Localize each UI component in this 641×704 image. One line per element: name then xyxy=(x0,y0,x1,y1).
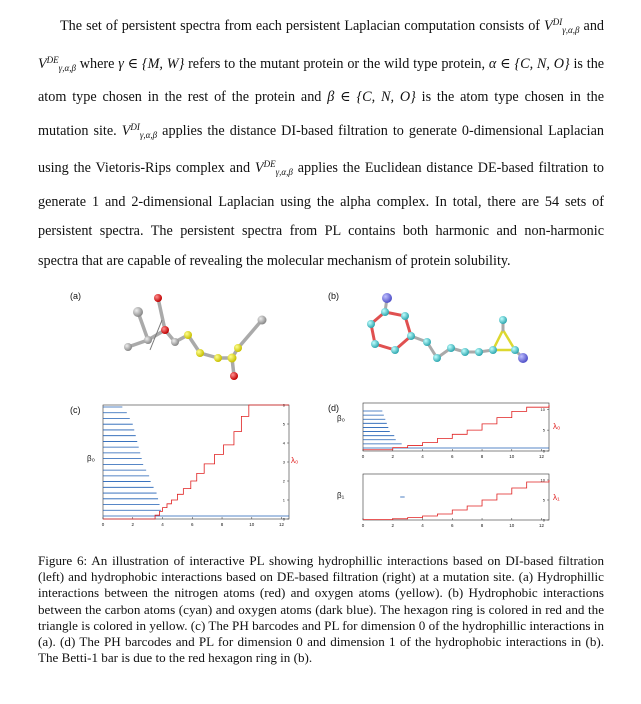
chart-d-top xyxy=(337,399,561,461)
y-tick-label: 0 xyxy=(282,516,285,522)
x-tick-label: 12 xyxy=(279,522,285,527)
y-tick-label: 5 xyxy=(542,427,545,433)
y-tick-label: 5 xyxy=(282,421,285,427)
x-tick-label: 8 xyxy=(220,522,224,527)
y-tick-label: 6 xyxy=(282,402,285,408)
y-tick-label: 5 xyxy=(542,497,545,503)
plot-frame xyxy=(103,402,289,519)
y-tick-label: 2 xyxy=(282,478,285,484)
figure-caption: Figure 6: An illustration of interactive PL showing hydrophillic interactions based on DI-based filtration (left) and hydrophobic interactions based on DE-based filtration (right) at a mutation site. (a) Hydrophillic interactions between the nitrogen atoms (red) and oxygen atoms (yellow). (b) Hydrophobic interactions between the carbon atoms (cyan) and oxygen atoms (dark blue). The hexagon ring is colored in red and the triangle is colored in yellow. (c) The PH barcodes and PL for dimension 0 of the hydrophillic interactions in (a). (d) The PH barcodes and PL for dimension 0 and dimension 1 of the hydrophobic interactions in (b). The Betti-1 bar is due to the red hexagon ring in (b). xyxy=(38,553,604,666)
x-tick-label: 12 xyxy=(539,454,545,459)
panel-label-a: (a) xyxy=(70,291,81,301)
body-paragraph xyxy=(38,8,604,276)
para-alpha-desc: is the atom type chosen in the rest of the protein and xyxy=(38,55,605,105)
molecule-b-illustration xyxy=(355,292,535,382)
lambda-label: λ₀ xyxy=(291,456,299,465)
v-di-symbol-2: $V^{DI}_{\gamma,\alpha,\beta}$ xyxy=(121,121,158,140)
para-intro: The set of persistent spectra from each persistent Laplacian computation consists of xyxy=(60,18,541,34)
alpha-set: α ∈ {C, N, O} xyxy=(488,55,570,72)
x-tick-label: 12 xyxy=(539,523,545,528)
x-tick-label: 4 xyxy=(421,454,424,459)
panel-label-d: (d) xyxy=(328,403,339,413)
spectrum-line xyxy=(103,402,289,519)
x-tick-label: 4 xyxy=(421,523,424,528)
lambda-label: λ₁ xyxy=(553,493,560,502)
x-tick-label: 10 xyxy=(509,454,515,459)
betti-label: β₀ xyxy=(337,414,345,423)
x-tick-label: 2 xyxy=(131,522,135,527)
para-beta-desc: is the atom type chosen in the mutation site. xyxy=(38,89,605,139)
betti-label: β₁ xyxy=(337,491,345,500)
y-tick-label: 10 xyxy=(540,477,545,483)
plot-frame xyxy=(363,474,549,520)
v-di-symbol-1: $V^{DI}_{\gamma,\alpha,\beta}$ xyxy=(544,17,580,35)
y-tick-label: 0 xyxy=(542,448,545,454)
para-and: and xyxy=(583,18,605,34)
para-gamma-desc: refers to the mutant protein or the wild type protein, xyxy=(188,55,486,72)
v-de-symbol-2: $VDE_{\gamma,\alpha,\beta}$ xyxy=(254,159,293,177)
x-tick-label: 6 xyxy=(451,454,454,459)
para-vdi-desc: applies the distance DI-based filtration to generate 0-dimensional Laplacian using the Vietoris-Rips complex and xyxy=(38,122,605,176)
panel-label-c: (c) xyxy=(70,405,81,415)
chart-d-bottom xyxy=(337,470,560,530)
para-vde-desc: applies the Euclidean distance DE-based filtration to generate 1 and 2-dimensional Laplacian using the alpha complex. In total, there are 54 sets of persistent spectra. The persistent spectra from PL contains both harmonic and non-harmonic spectra that are capable of revealing the molecular mechanism of protein solubility. xyxy=(38,160,605,269)
y-tick-label: 4 xyxy=(282,440,285,446)
x-tick-label: 0 xyxy=(361,523,365,528)
x-tick-label: 8 xyxy=(480,523,484,528)
x-tick-label: 2 xyxy=(391,523,395,528)
panel-label-b: (b) xyxy=(328,291,339,301)
x-tick-label: 6 xyxy=(451,523,454,528)
lambda-label: λ₀ xyxy=(553,422,561,431)
x-tick-label: 10 xyxy=(509,523,515,528)
molecule-a-illustration xyxy=(110,290,290,390)
y-tick-label: 10 xyxy=(540,406,545,412)
x-tick-label: 4 xyxy=(161,522,164,527)
v-de-symbol-1: $VDE_{\gamma,\alpha,\beta}$ xyxy=(38,54,76,73)
chart-c xyxy=(87,401,299,531)
y-tick-label: 0 xyxy=(542,517,545,523)
y-tick-label: 3 xyxy=(282,459,285,465)
x-tick-label: 10 xyxy=(249,522,255,527)
x-tick-label: 8 xyxy=(480,454,484,459)
x-tick-label: 6 xyxy=(191,522,194,527)
x-tick-label: 2 xyxy=(391,454,395,459)
spectrum-line xyxy=(363,477,549,520)
para-where: where xyxy=(79,55,115,72)
beta-set: β ∈ {C, N, O} xyxy=(327,89,416,105)
x-tick-label: 0 xyxy=(101,522,105,527)
y-tick-label: 1 xyxy=(282,497,285,503)
spectrum-line xyxy=(363,405,549,450)
gamma-set: γ ∈ {M, W} xyxy=(118,55,185,72)
betti-label: β₀ xyxy=(87,454,95,463)
x-tick-label: 0 xyxy=(361,454,365,459)
